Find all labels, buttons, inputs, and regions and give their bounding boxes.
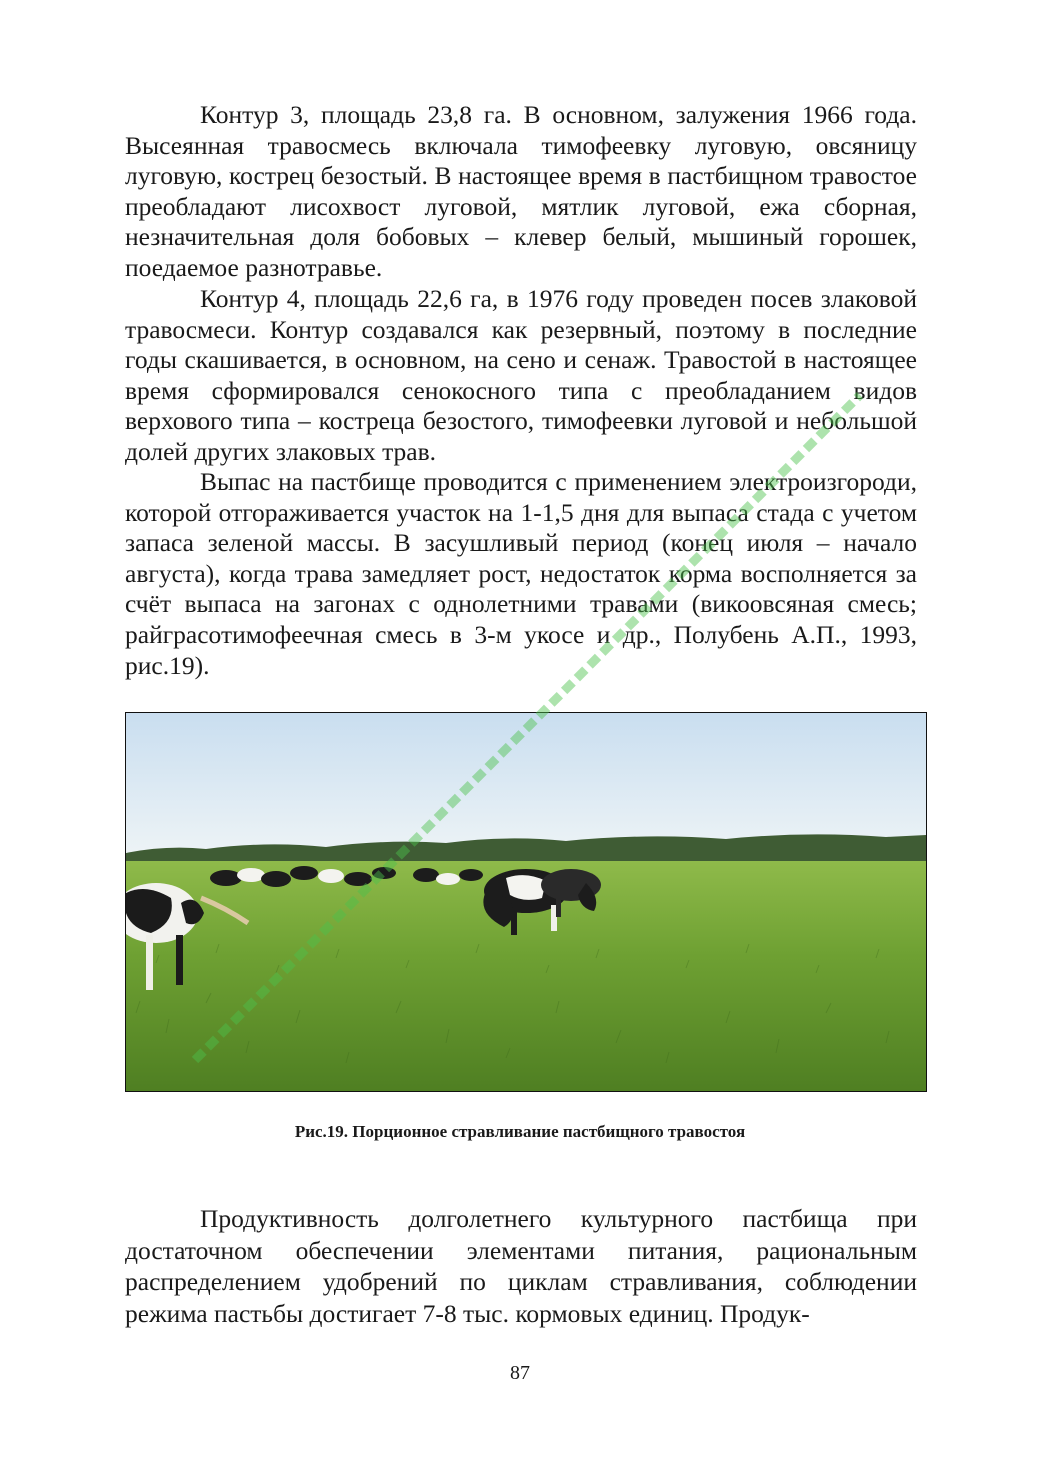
- paragraph-contour-4: Контур 4, площадь 22,6 га, в 1976 году проведен посев злаковой травосмеси. Контур создавался как резервный, поэтому в последние годы скашивается, в основном, на сено и сенаж. Травостой в настоящее время сформировался сенокосного типа с преобладанием видов верхового типа – костреца безостого, тимофеевки луговой и небольшой долей других злаковых трав.: [125, 284, 917, 466]
- pasture-photo: [125, 712, 927, 1092]
- figure-caption: Рис.19. Порционное стравливание пастбищного травостоя: [294, 1122, 746, 1141]
- paragraph-grazing: Выпас на пастбище проводится с применением электроизгороди, которой отгораживается участок на 1-1,5 дня для выпаса стада с учетом запаса зеленой массы. В засушливый период (конец июля – начало августа), когда трава замедляет рост, недостаток корма восполняется за счёт выпаса на загонах с однолетними травами (викоовсяная смесь; райграсотимофеечная смесь в 3-м укосе и др., Полубень А.П., 1993, рис.19).: [125, 467, 917, 680]
- paragraph-contour-3: Контур 3, площадь 23,8 га. В основном, залужения 1966 года. Высеянная травосмесь включала тимофеевку луговую, овсяницу луговую, кострец безостый. В настоящее время в пастбищном травостое преобладают лисохвост луговой, мятлик луговой, ежа сборная, незначительная доля бобовых – клевер белый, мышиный горошек, поедаемое разнотравье.: [125, 100, 917, 282]
- pasture-photo-illustration: [126, 713, 926, 1091]
- paragraph-productivity: Продуктивность долголетнего культурного пастбища при достаточном обеспечении элементами питания, рациональным распределением удобрений по циклам стравливания, соблюдении режима пастьбы достигает 7-8 тыс. кормовых единиц. Продук-: [125, 1204, 917, 1328]
- page-number: 87: [510, 1362, 530, 1384]
